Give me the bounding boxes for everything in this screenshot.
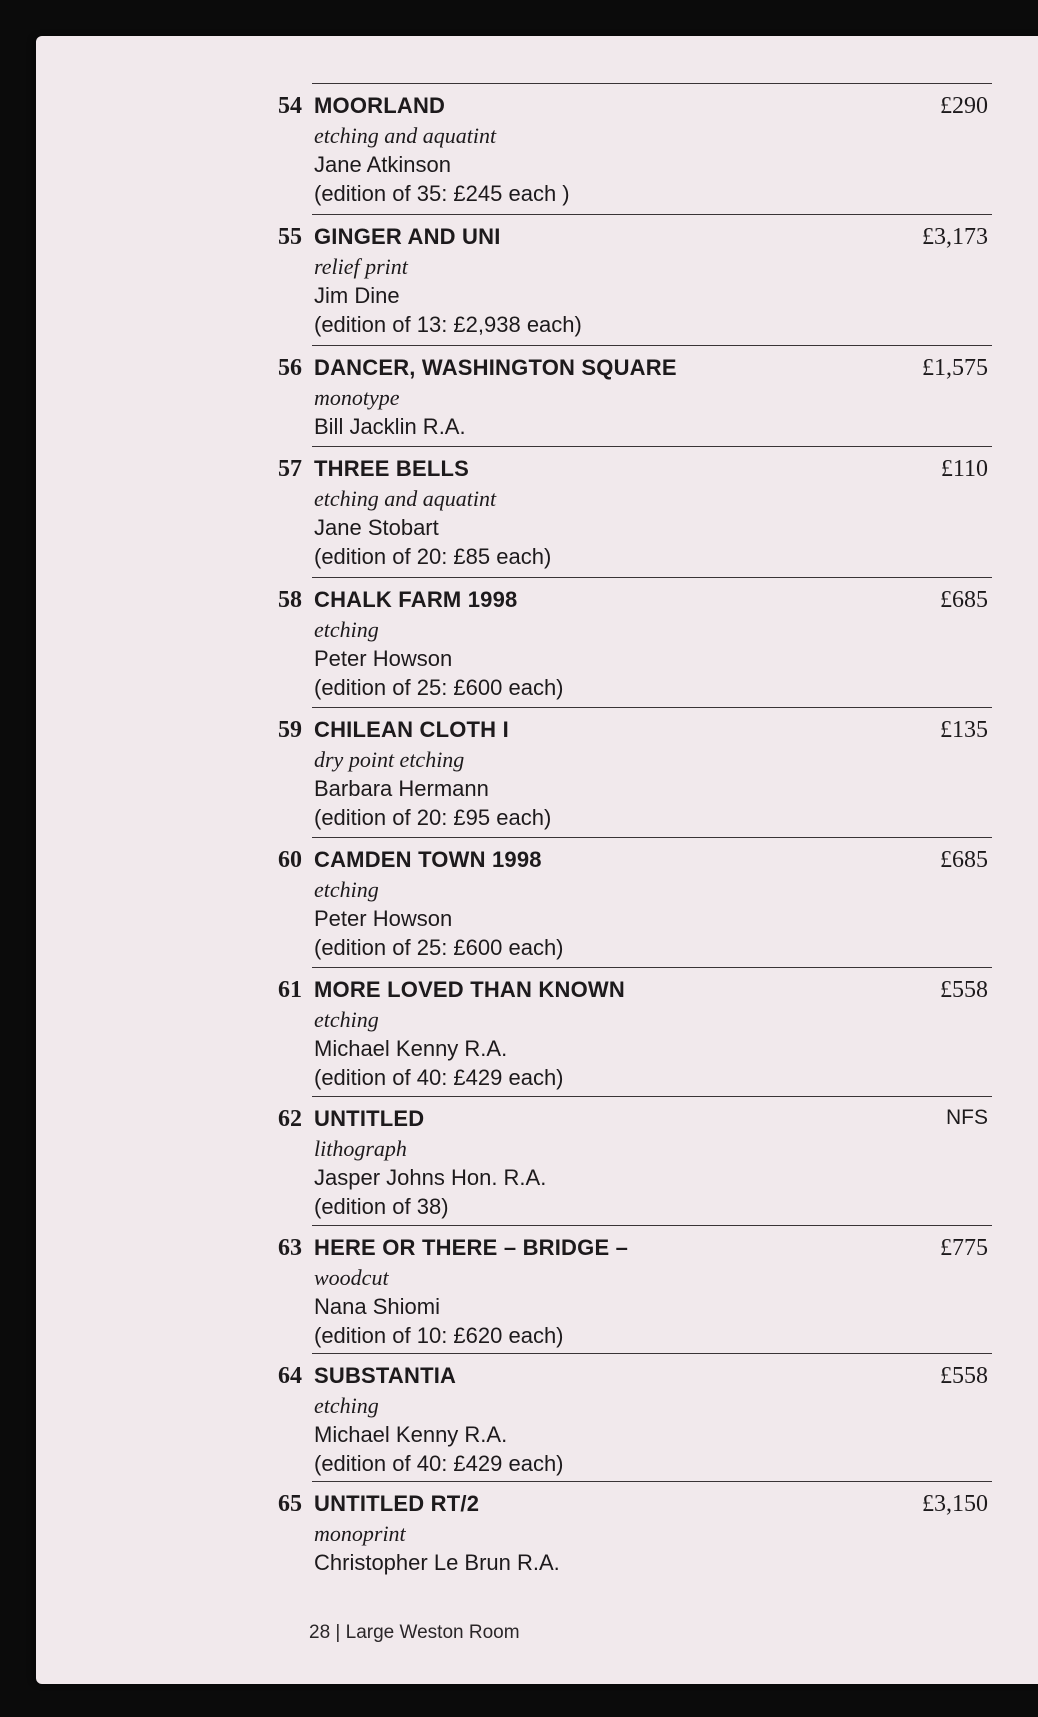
entry-number: 54 [278, 93, 302, 119]
entry-number: 57 [278, 456, 302, 482]
entry-price: £3,150 [922, 1491, 988, 1517]
entry-artist: Jim Dine [314, 283, 400, 308]
entry-number: 64 [278, 1363, 302, 1389]
entry-divider [312, 1481, 992, 1482]
entry-artist: Jane Stobart [314, 515, 439, 540]
entry-artist: Peter Howson [314, 646, 453, 671]
entry-divider [312, 707, 992, 708]
entry-medium: lithograph [314, 1136, 407, 1161]
entry-medium: etching and aquatint [314, 486, 497, 511]
entry-edition: (edition of 25: £600 each) [314, 675, 564, 700]
entry-medium: etching [314, 1007, 379, 1032]
entry-edition: (edition of 13: £2,938 each) [314, 312, 582, 337]
entry-artist: Michael Kenny R.A. [314, 1036, 508, 1061]
entry-title: MORE LOVED THAN KNOWN [314, 977, 625, 1002]
entry-title: HERE OR THERE – BRIDGE – [314, 1235, 629, 1260]
entry-title: DANCER, WASHINGTON SQUARE [314, 355, 677, 380]
footer-page-number: 28 [309, 1622, 331, 1643]
entry-artist: Barbara Hermann [314, 776, 489, 801]
entry-title: THREE BELLS [314, 456, 469, 481]
entry-divider [312, 83, 992, 84]
entry-artist: Christopher Le Brun R.A. [314, 1550, 560, 1575]
entry-divider [312, 1225, 992, 1226]
entry-divider [312, 577, 992, 578]
entry-edition: (edition of 38) [314, 1194, 449, 1219]
entry-divider [312, 214, 992, 215]
entry-artist: Bill Jacklin R.A. [314, 414, 466, 439]
entry-number: 65 [278, 1491, 302, 1517]
entry-number: 56 [278, 355, 302, 381]
entry-divider [312, 967, 992, 968]
entry-medium: dry point etching [314, 747, 465, 772]
entry-price: £290 [940, 93, 988, 119]
entry-edition: (edition of 25: £600 each) [314, 935, 564, 960]
entry-divider [312, 446, 992, 447]
entry-medium: relief print [314, 254, 408, 279]
entry-title: UNTITLED RT/2 [314, 1491, 480, 1516]
entry-edition: (edition of 10: £620 each) [314, 1323, 564, 1348]
entry-price: £775 [940, 1235, 988, 1261]
entry-medium: monoprint [314, 1521, 406, 1546]
entry-medium: etching [314, 1393, 379, 1418]
page-footer [309, 1622, 520, 1644]
entry-price: £558 [940, 1363, 988, 1389]
entry-edition: (edition of 40: £429 each) [314, 1451, 564, 1476]
entry-edition: (edition of 35: £245 each ) [314, 181, 570, 206]
entry-number: 58 [278, 587, 302, 613]
entry-price: £558 [940, 977, 988, 1003]
entry-medium: monotype [314, 385, 400, 410]
entry-title: CAMDEN TOWN 1998 [314, 847, 542, 872]
entry-title: UNTITLED [314, 1106, 425, 1131]
entry-divider [312, 345, 992, 346]
footer-separator: | [335, 1622, 341, 1643]
entry-price: £110 [940, 456, 988, 482]
entry-medium: woodcut [314, 1265, 389, 1290]
entry-title: CHILEAN CLOTH I [314, 717, 509, 742]
entry-title: GINGER AND UNI [314, 224, 501, 249]
entry-number: 61 [278, 977, 302, 1003]
entry-price: £685 [940, 587, 988, 613]
entry-artist: Jasper Johns Hon. R.A. [314, 1165, 547, 1190]
entry-number: 63 [278, 1235, 302, 1261]
entry-medium: etching and aquatint [314, 123, 497, 148]
entry-number: 55 [278, 224, 302, 250]
entry-divider [312, 1096, 992, 1097]
entry-price: £685 [940, 847, 988, 873]
entry-artist: Jane Atkinson [314, 152, 451, 177]
entry-medium: etching [314, 617, 379, 642]
entry-price: £135 [940, 717, 988, 743]
footer-section: Large Weston Room [345, 1622, 520, 1643]
entry-price: £3,173 [922, 224, 988, 250]
entry-price: £1,575 [922, 355, 988, 381]
entry-price: NFS [946, 1106, 988, 1129]
entry-edition: (edition of 20: £85 each) [314, 544, 552, 569]
entry-artist: Peter Howson [314, 906, 453, 931]
entry-title: SUBSTANTIA [314, 1363, 457, 1388]
entry-title: CHALK FARM 1998 [314, 587, 518, 612]
entry-number: 62 [278, 1106, 302, 1132]
entry-medium: etching [314, 877, 379, 902]
entry-number: 59 [278, 717, 302, 743]
entry-artist: Nana Shiomi [314, 1294, 440, 1319]
entry-title: MOORLAND [314, 93, 446, 118]
entry-edition: (edition of 40: £429 each) [314, 1065, 564, 1090]
entry-divider [312, 837, 992, 838]
entry-artist: Michael Kenny R.A. [314, 1422, 508, 1447]
entry-edition: (edition of 20: £95 each) [314, 805, 552, 830]
entry-divider [312, 1353, 992, 1354]
entry-number: 60 [278, 847, 302, 873]
